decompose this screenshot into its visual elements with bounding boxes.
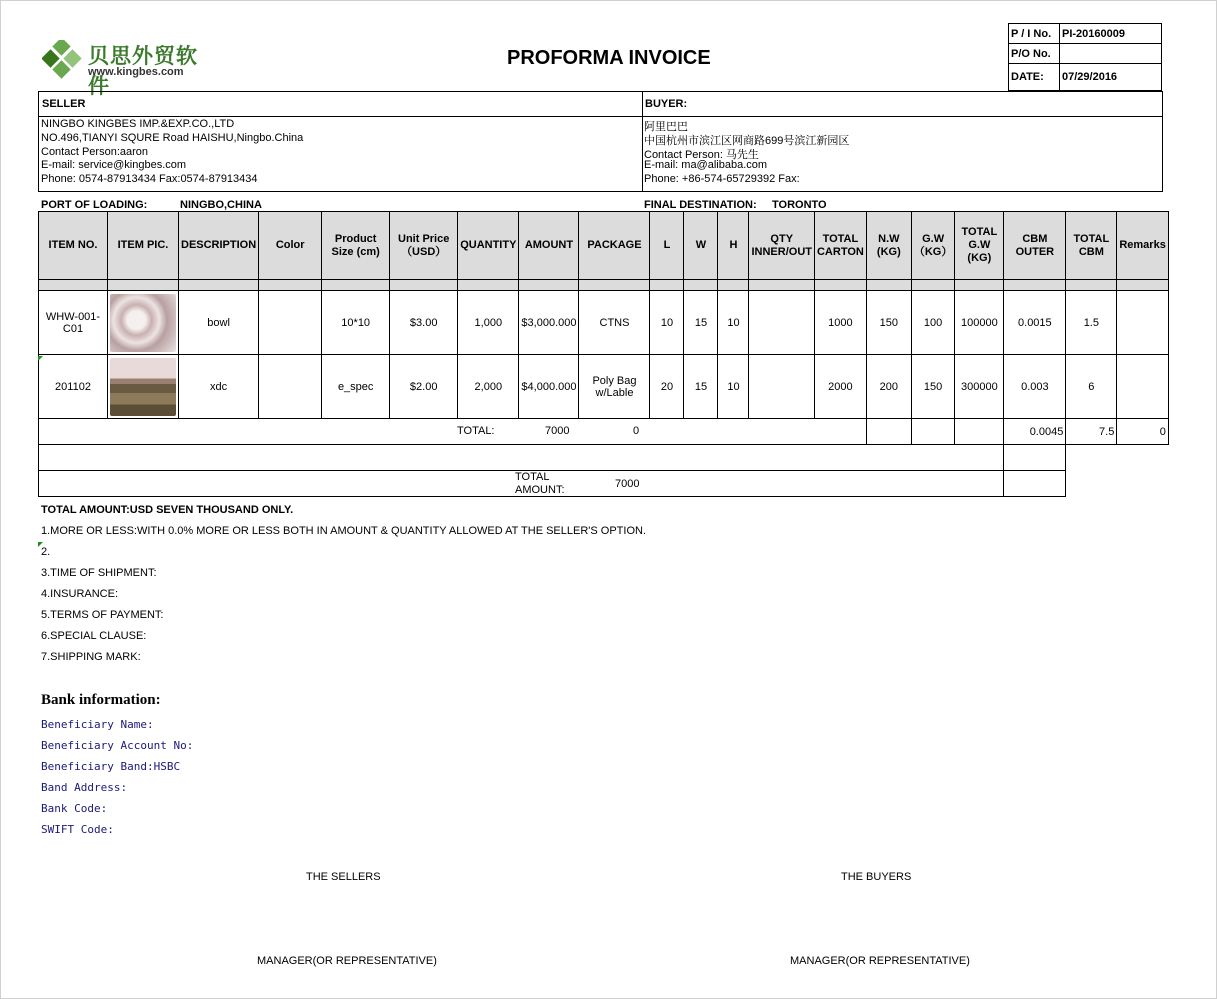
col-header: Unit Price （USD） [390, 212, 458, 280]
total-gross-weight: 300000 [955, 355, 1004, 419]
seller-line: NINGBO KINGBES IMP.&EXP.CO.,LTD [41, 118, 235, 130]
cbm-outer: 0.0015 [1004, 291, 1066, 355]
note-item: 5.TERMS OF PAYMENT: [41, 609, 164, 621]
date-label: DATE: [1009, 64, 1060, 91]
bowl-product-image [110, 294, 176, 352]
length: 20 [650, 355, 684, 419]
bank-line: Bank Code: [41, 802, 108, 815]
note-item: 7.SHIPPING MARK: [41, 651, 141, 663]
note-item: 2. [41, 546, 51, 558]
item-no: 201102 [39, 355, 108, 419]
seller-line: E-mail: service@kingbes.com [41, 159, 187, 171]
unit-price: $3.00 [390, 291, 458, 355]
col-header: QUANTITY [458, 212, 519, 280]
pi-no-value: PI-20160009 [1060, 24, 1162, 44]
col-header: G.W （KG） [911, 212, 955, 280]
total-gross-weight: 100000 [955, 291, 1004, 355]
seller-line: Contact Person:aaron [41, 146, 149, 158]
table-row [39, 355, 1169, 419]
diamond-logo-icon [42, 40, 84, 82]
items-table [38, 211, 1169, 497]
amount-in-words: TOTAL AMOUNT:USD SEVEN THOUSAND ONLY. [41, 504, 294, 516]
seller-representative-label: MANAGER(OR REPRESENTATIVE) [257, 955, 437, 967]
port-of-loading-value: NINGBO,CHINA [180, 199, 262, 211]
note-item: 1.MORE OR LESS:WITH 0.0% MORE OR LESS BOTH IN AMOUNT & QUANTITY ALLOWED AT THE SELLER'S OPTION. [41, 525, 646, 537]
remarks [1117, 291, 1168, 355]
total-carton: 2000 [814, 355, 866, 419]
col-header: N.W (KG) [866, 212, 911, 280]
buyers-signature-label: THE BUYERS [841, 871, 912, 883]
package: Poly Bag w/Lable [579, 355, 650, 419]
total-quantity: 7000 [545, 425, 570, 437]
sum-cbm-outer: 0.0045 [1004, 419, 1066, 445]
qty-inner-out [749, 291, 815, 355]
gross-weight: 100 [911, 291, 955, 355]
total-carton: 1000 [814, 291, 866, 355]
net-weight: 200 [866, 355, 911, 419]
product-size: 10*10 [322, 291, 390, 355]
blank-row [39, 445, 1169, 471]
po-no-label: P/O No. [1009, 44, 1060, 64]
invoice-meta-table [1008, 23, 1162, 91]
width: 15 [684, 355, 718, 419]
bank-line: Beneficiary Account No: [41, 739, 194, 752]
page-title: PROFORMA INVOICE [507, 47, 711, 69]
header-spacer-row [39, 280, 1169, 291]
logo-chinese-name: 贝思外贸软件 [88, 44, 198, 98]
col-header: PACKAGE [579, 212, 650, 280]
port-of-loading-label: PORT OF LOADING: [41, 199, 148, 211]
color [259, 355, 322, 419]
parties-block [38, 91, 1163, 192]
col-header: W [684, 212, 718, 280]
amount: $3,000.000 [519, 291, 579, 355]
company-logo [42, 40, 212, 98]
net-weight: 150 [866, 291, 911, 355]
col-header: DESCRIPTION [179, 212, 259, 280]
col-header: Product Size (cm) [322, 212, 390, 280]
col-header: TOTAL CARTON [814, 212, 866, 280]
sum-total-cbm: 7.5 [1066, 419, 1117, 445]
logo-url: www.kingbes.com [88, 66, 184, 78]
buyer-line: 中国杭州市滨江区网商路699号滨江新园区 [644, 135, 850, 147]
buyer-label: BUYER: [645, 98, 688, 110]
buyer-line: 阿里巴巴 [644, 121, 688, 133]
buyer-representative-label: MANAGER(OR REPRESENTATIVE) [790, 955, 970, 967]
bank-line: Beneficiary Name: [41, 718, 154, 731]
length: 10 [650, 291, 684, 355]
bank-line: Band Address: [41, 781, 128, 794]
item-pic [108, 291, 179, 355]
table-row [39, 291, 1169, 355]
col-header: ITEM PIC. [108, 212, 179, 280]
package: CTNS [579, 291, 650, 355]
totals-row [39, 419, 1169, 445]
buyer-line: Contact Person: 马先生 [644, 149, 759, 161]
quantity: 1,000 [458, 291, 519, 355]
po-no-value [1060, 44, 1162, 64]
cbm-outer: 0.003 [1004, 355, 1066, 419]
seller-line: Phone: 0574-87913434 Fax:0574-87913434 [41, 173, 258, 185]
quantity: 2,000 [458, 355, 519, 419]
note-item: 3.TIME OF SHIPMENT: [41, 567, 157, 579]
item-no: WHW-001-C01 [39, 291, 108, 355]
col-header: Color [259, 212, 322, 280]
col-header: Remarks [1117, 212, 1168, 280]
item-pic [108, 355, 179, 419]
col-header: H [718, 212, 749, 280]
col-header: QTY INNER/OUT [749, 212, 815, 280]
col-header: AMOUNT [519, 212, 579, 280]
unit-price: $2.00 [390, 355, 458, 419]
pi-no-label: P / I No. [1009, 24, 1060, 44]
total-cbm: 6 [1066, 355, 1117, 419]
total-cartons: 0 [633, 425, 640, 437]
totals-label: TOTAL: [457, 425, 495, 437]
col-header: ITEM NO. [39, 212, 108, 280]
total-amount-row [39, 471, 1169, 497]
height: 10 [718, 355, 749, 419]
note-item: 6.SPECIAL CLAUSE: [41, 630, 147, 642]
col-header: CBM OUTER [1004, 212, 1066, 280]
sellers-signature-label: THE SELLERS [306, 871, 381, 883]
final-destination-value: TORONTO [772, 199, 827, 211]
note-item: 4.INSURANCE: [41, 588, 119, 600]
total-cbm: 1.5 [1066, 291, 1117, 355]
amount: $4,000.000 [519, 355, 579, 419]
bank-line: SWIFT Code: [41, 823, 114, 836]
total-amount-label: TOTAL AMOUNT: [515, 471, 565, 496]
product-size: e_spec [322, 355, 390, 419]
width: 15 [684, 291, 718, 355]
seller-label: SELLER [42, 98, 86, 110]
gross-weight: 150 [911, 355, 955, 419]
qty-inner-out [749, 355, 815, 419]
tree-product-image [110, 358, 176, 416]
bank-info-heading: Bank information: [41, 692, 161, 708]
buyer-line: E-mail: ma@alibaba.com [644, 159, 768, 171]
col-header: TOTAL CBM [1066, 212, 1117, 280]
description: bowl [179, 291, 259, 355]
height: 10 [718, 291, 749, 355]
buyer-line: Phone: +86-574-65729392 Fax: [644, 173, 800, 185]
col-header: TOTAL G.W (KG) [955, 212, 1004, 280]
description: xdc [179, 355, 259, 419]
bank-line: Beneficiary Band:HSBC [41, 760, 181, 773]
final-destination-label: FINAL DESTINATION: [644, 199, 757, 211]
seller-line: NO.496,TIANYI SQURE Road HAISHU,Ningbo.China [41, 132, 304, 144]
color [259, 291, 322, 355]
col-header: L [650, 212, 684, 280]
table-header-row [39, 212, 1169, 280]
total-amount-value: 7000 [615, 478, 640, 490]
sum-remarks: 0 [1117, 419, 1168, 445]
remarks [1117, 355, 1168, 419]
date-value: 07/29/2016 [1060, 64, 1162, 91]
